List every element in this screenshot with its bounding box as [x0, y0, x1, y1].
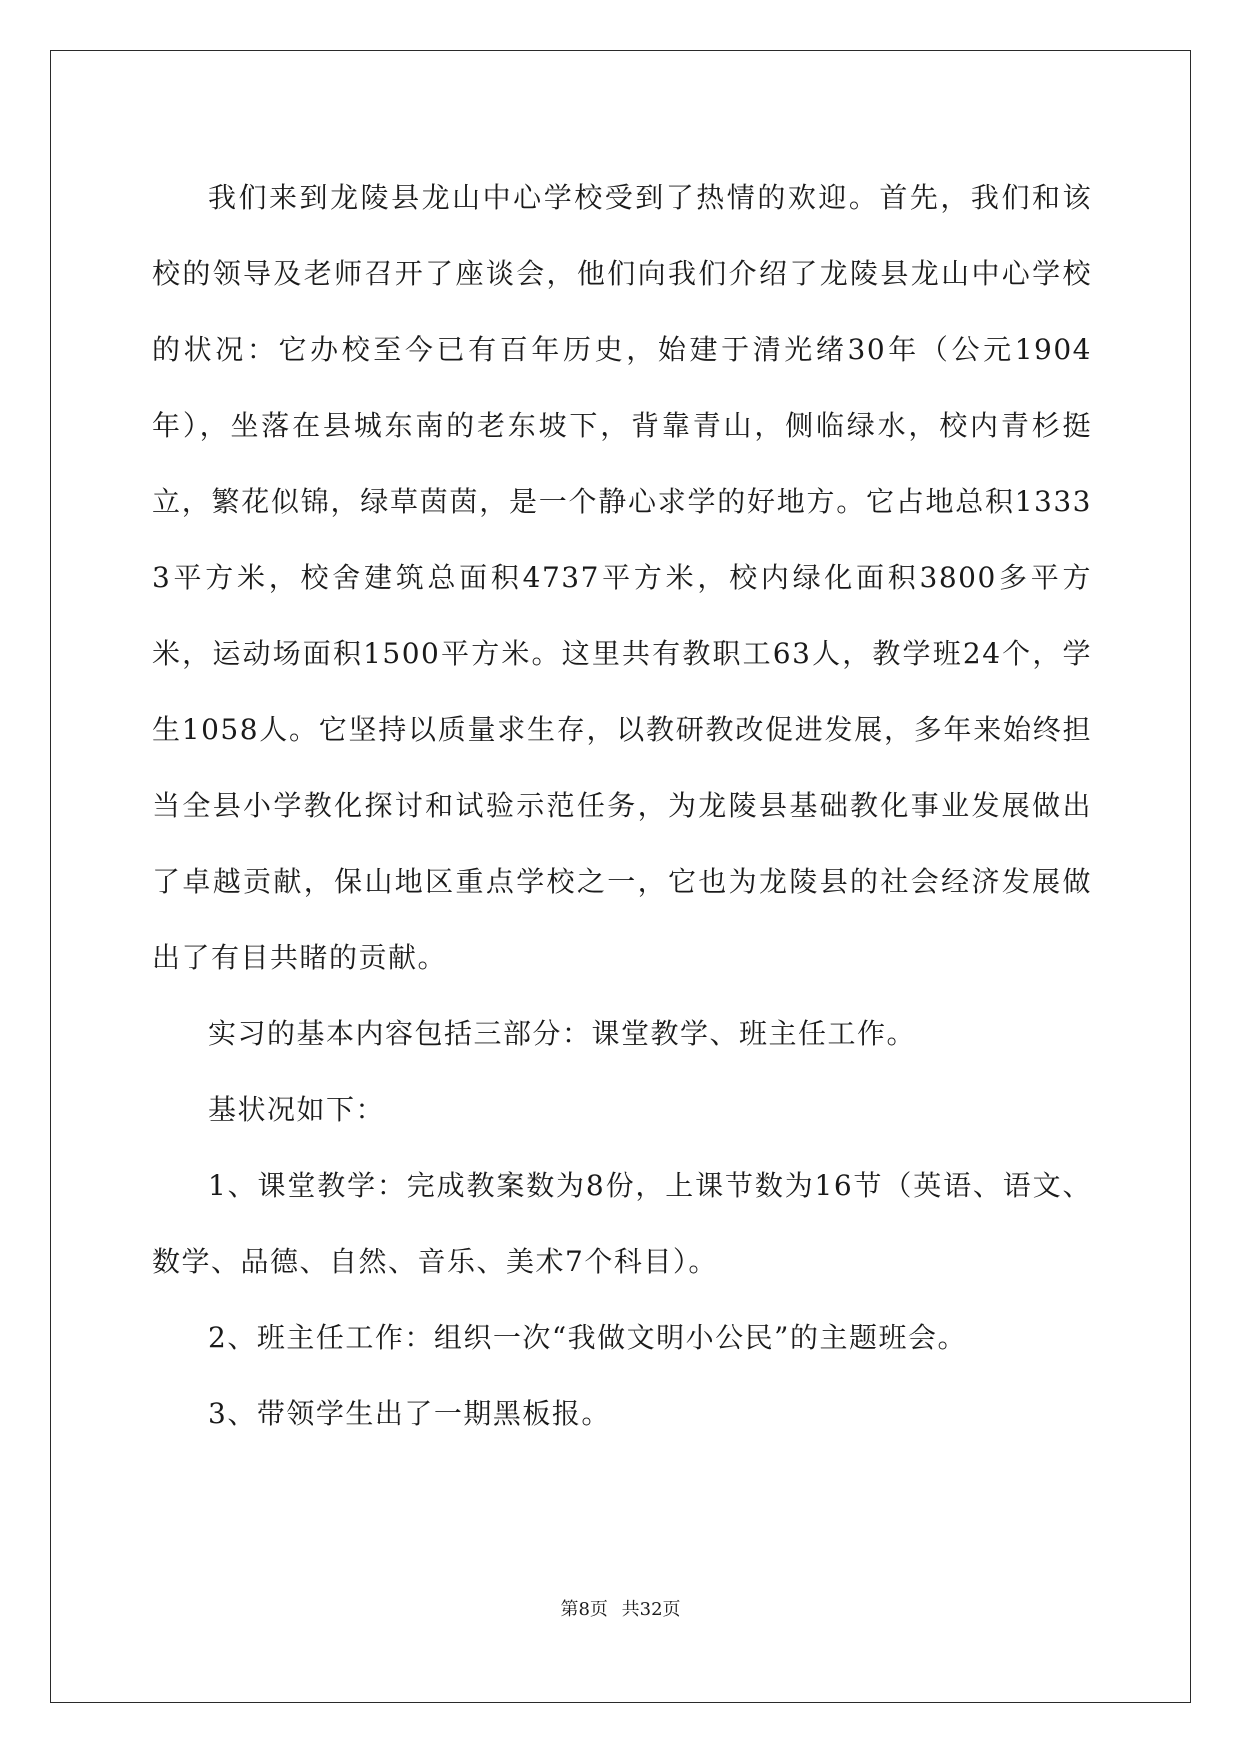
- paragraph-school-intro: 我们来到龙陵县龙山中心学校受到了热情的欢迎。首先，我们和该校的领导及老师召开了座谈会，他们向我们介绍了龙陵县龙山中心学校的状况：它办校至今已有百年历史，始建于清光绪30年（公元1904年），坐落在县城东南的老东坡下，背靠青山，侧临绿水，校内青杉挺立，繁花似锦，绿草茵茵，是一个静心求学的好地方。它占地总积13333平方米，校舍建筑总面积4737平方米，校内绿化面积3800多平方米，运动场面积1500平方米。这里共有教职工63人，教学班24个，学生1058人。它坚持以质量求生存，以教研教改促进发展，多年来始终担当全县小学教化探讨和试验示范任务，为龙陵县基础教化事业发展做出了卓越贡献，保山地区重点学校之一，它也为龙陵县的社会经济发展做出了有目共睹的贡献。: [152, 181, 1092, 974]
- page-footer: [0, 1595, 1241, 1621]
- paragraph-item-class-teacher-work: 2、班主任工作：组织一次“我做文明小公民”的主题班会。: [208, 1321, 967, 1354]
- paragraph-status-heading: 基状况如下：: [208, 1093, 386, 1126]
- document-body: [152, 160, 1092, 1452]
- paragraph-internship-content: 实习的基本内容包括三部分：课堂教学、班主任工作。: [208, 1017, 917, 1050]
- paragraph-item-classroom-teaching: 1、课堂教学：完成教案数为8份，上课节数为16节（英语、语文、数学、品德、自然、音乐、美术7个科目）。: [152, 1169, 1092, 1278]
- page-total: 共32页: [621, 1599, 681, 1620]
- paragraph-item-blackboard: 3、带领学生出了一期黑板报。: [208, 1397, 611, 1430]
- page-number: 第8页: [560, 1599, 608, 1620]
